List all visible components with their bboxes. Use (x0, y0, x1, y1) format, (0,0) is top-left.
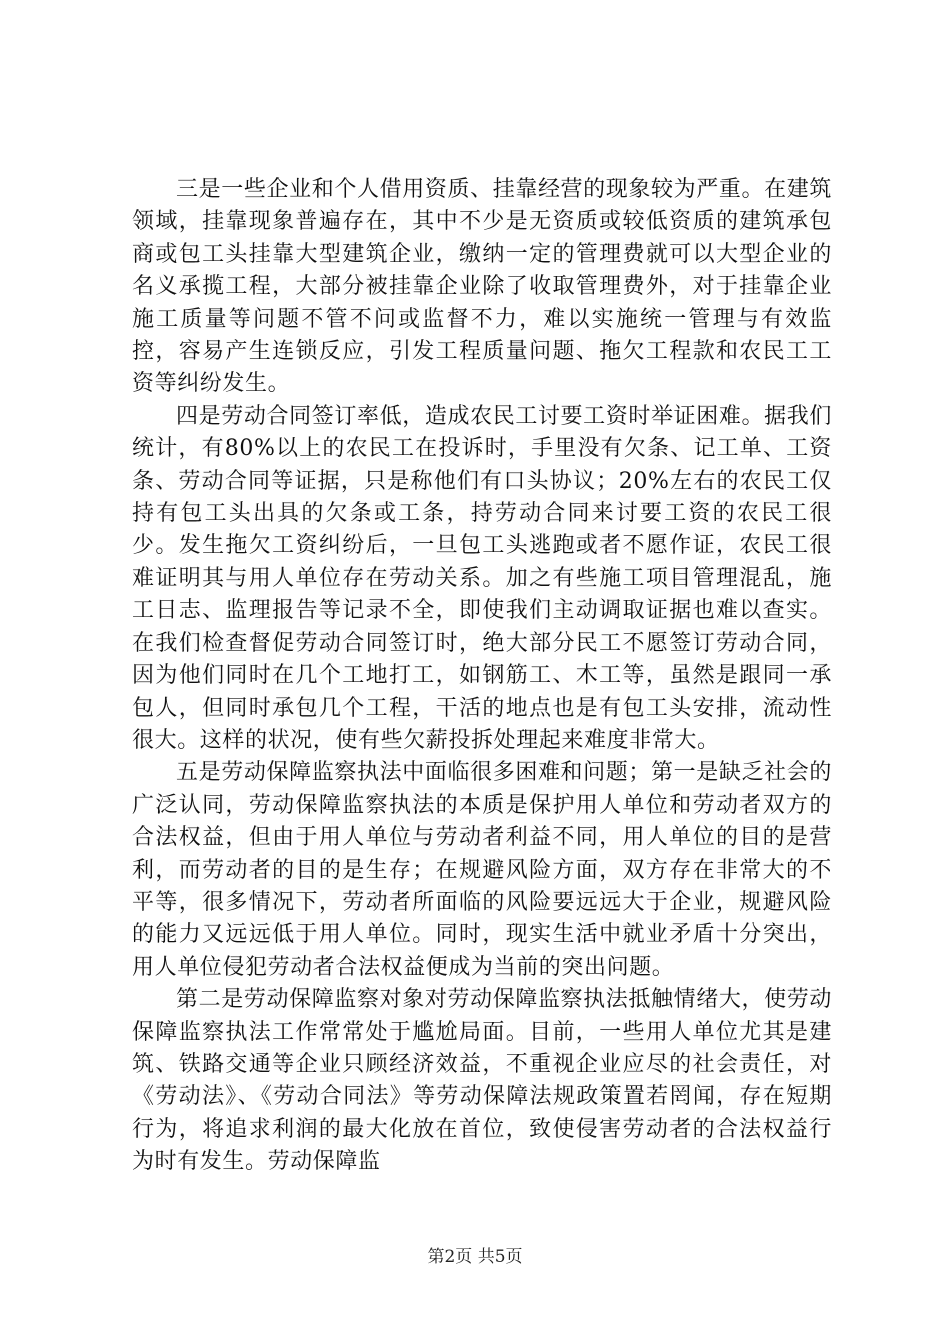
paragraph-3-affiliation: 三是一些企业和个人借用资质、挂靠经营的现象较为严重。在建筑领域，挂靠现象普遍存在，其中不少是无资质或较低资质的建筑承包商或包工头挂靠大型建筑企业，缴纳一定的管理费就可以大型企业的名义承揽工程，大部分被挂靠企业除了收取管理费外，对于挂靠企业施工质量等问题不管不问或监督不力，难以实施统一管理与有效监控，容易产生连锁反应，引发工程质量问题、拖欠工程款和农民工工资等纠纷发生。 (132, 177, 832, 397)
paragraph-5-enforcement: 五是劳动保障监察执法中面临很多困难和问题；第一是缺乏社会的广泛认同，劳动保障监察执法的本质是保护用人单位和劳动者双方的合法权益，但由于用人单位与劳动者利益不同，用人单位的目的是营利，而劳动者的目的是生存；在规避风险方面，双方存在非常大的不平等，很多情况下，劳动者所面临的风险要远远大于企业，规避风险的能力又远远低于用人单位。同时，现实生活中就业矛盾十分突出，用人单位侵犯劳动者合法权益便成为当前的突出问题。 (132, 760, 832, 980)
document-body (132, 174, 832, 1179)
paragraph-second-point: 第二是劳动保障监察对象对劳动保障监察执法抵触情绪大，使劳动保障监察执法工作常常处于尴尬局面。目前，一些用人单位尤其是建筑、铁路交通等企业只顾经济效益，不重视企业应尽的社会责任，对《劳动法》、《劳动合同法》等劳动保障法规政策置若罔闻，存在短期行为，将追求利润的最大化放在首位，致使侵害劳动者的合法权益行为时有发生。劳动保障监 (132, 987, 832, 1175)
page-number-footer: 第2页 共5页 (427, 1247, 523, 1267)
paragraph-4-labor-contract: 四是劳动合同签订率低，造成农民工讨要工资时举证困难。据我们统计，有80%以上的农民工在投诉时，手里没有欠条、记工单、工资条、劳动合同等证据，只是称他们有口头协议；20%左右的农民工仅持有包工头出具的欠条或工条，持劳动合同来讨要工资的农民工很少。发生拖欠工资纠纷后，一旦包工头逃跑或者不愿作证，农民工很难证明其与用人单位存在劳动关系。加之有些施工项目管理混乱，施工日志、监理报告等记录不全，即使我们主动调取证据也难以查实。在我们检查督促劳动合同签订时，绝大部分民工不愿签订劳动合同，因为他们同时在几个工地打工，如钢筋工、木工等，虽然是跟同一承包人，但同时承包几个工程，干活的地点也是有包工头安排，流动性很大。这样的状况，使有些欠薪投拆处理起来难度非常大。 (132, 403, 832, 753)
